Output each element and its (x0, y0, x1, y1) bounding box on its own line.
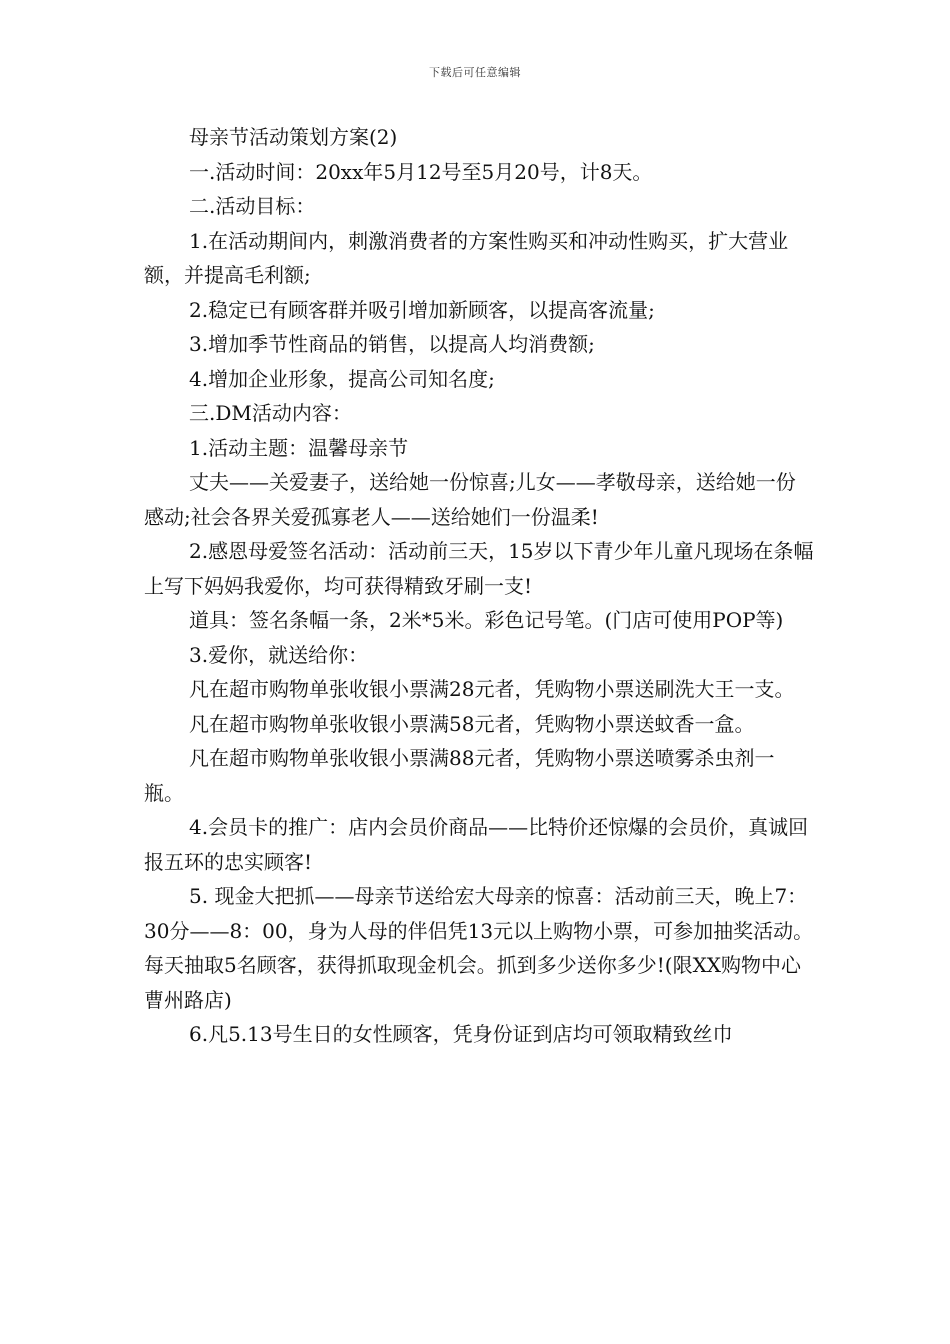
goal-item-3: 3.增加季节性商品的销售，以提高人均消费额; (189, 332, 595, 356)
doc-title: 母亲节活动策划方案(2) (189, 125, 398, 149)
section-activity-goals: 二.活动目标： (189, 194, 316, 218)
gift-rule-88: 凡在超市购物单张收银小票满88元者，凭购物小票送喷雾杀虫剂一瓶。 (144, 746, 775, 805)
section-activity-time: 一.活动时间：20xx年5月12号至5月20号，计8天。 (189, 159, 653, 184)
content-paragraph-props: 道具：签名条幅一条，2米*5米。彩色记号笔。(门店可使用POP等) (189, 608, 784, 632)
content-item-1-theme: 1.活动主题：温馨母亲节 (189, 435, 409, 460)
content-item-2-signature: 2.感恩母爱签名活动：活动前三天，15岁以下青少年儿童凡现场在条幅上写下妈妈我爱你，均可获得精致牙刷一支! (144, 539, 814, 598)
section-dm-content: 三.DM活动内容： (189, 401, 352, 425)
goal-item-4: 4.增加企业形象，提高公司知名度; (189, 366, 495, 391)
gift-rule-58: 凡在超市购物单张收银小票满58元者，凭购物小票送蚊香一盒。 (189, 711, 755, 736)
gift-rule-28: 凡在超市购物单张收银小票满28元者，凭购物小票送刷洗大王一支。 (189, 677, 795, 701)
content-paragraph-family: 丈夫——关爱妻子，送给她一份惊喜;儿女——孝敬母亲，送给她一份感动;社会各界关爱孤寡老人——送给她们一份温柔! (144, 470, 796, 529)
content-item-4-membership: 4.会员卡的推广：店内会员价商品——比特价还惊爆的会员价，真诚回报五环的忠实顾客! (144, 815, 809, 874)
goal-item-2: 2.稳定已有顾客群并吸引增加新顾客，以提高客流量; (189, 297, 655, 322)
document-body (144, 120, 814, 1052)
page-header-note: 下载后可任意编辑 (429, 66, 521, 79)
goal-item-1: 1.在活动期间内，刺激消费者的方案性购买和冲动性购买，扩大营业额，并提高毛利额; (144, 228, 789, 287)
content-item-5-cash: 5. 现金大把抓——母亲节送给宏大母亲的惊喜：活动前三天，晚上7：30分——8：00，身为人母的伴侣凭13元以上购物小票，可参加抽奖活动。每天抽取5名顾客，获得抓取现金机会。抓到多少送你多少!(限XX购物中心曹州路店) (144, 884, 814, 1012)
content-item-3-gift: 3.爱你，就送给你： (189, 642, 369, 667)
content-item-6-birthday: 6.凡5.13号生日的女性顾客，凭身份证到店均可领取精致丝巾 (189, 1022, 733, 1046)
